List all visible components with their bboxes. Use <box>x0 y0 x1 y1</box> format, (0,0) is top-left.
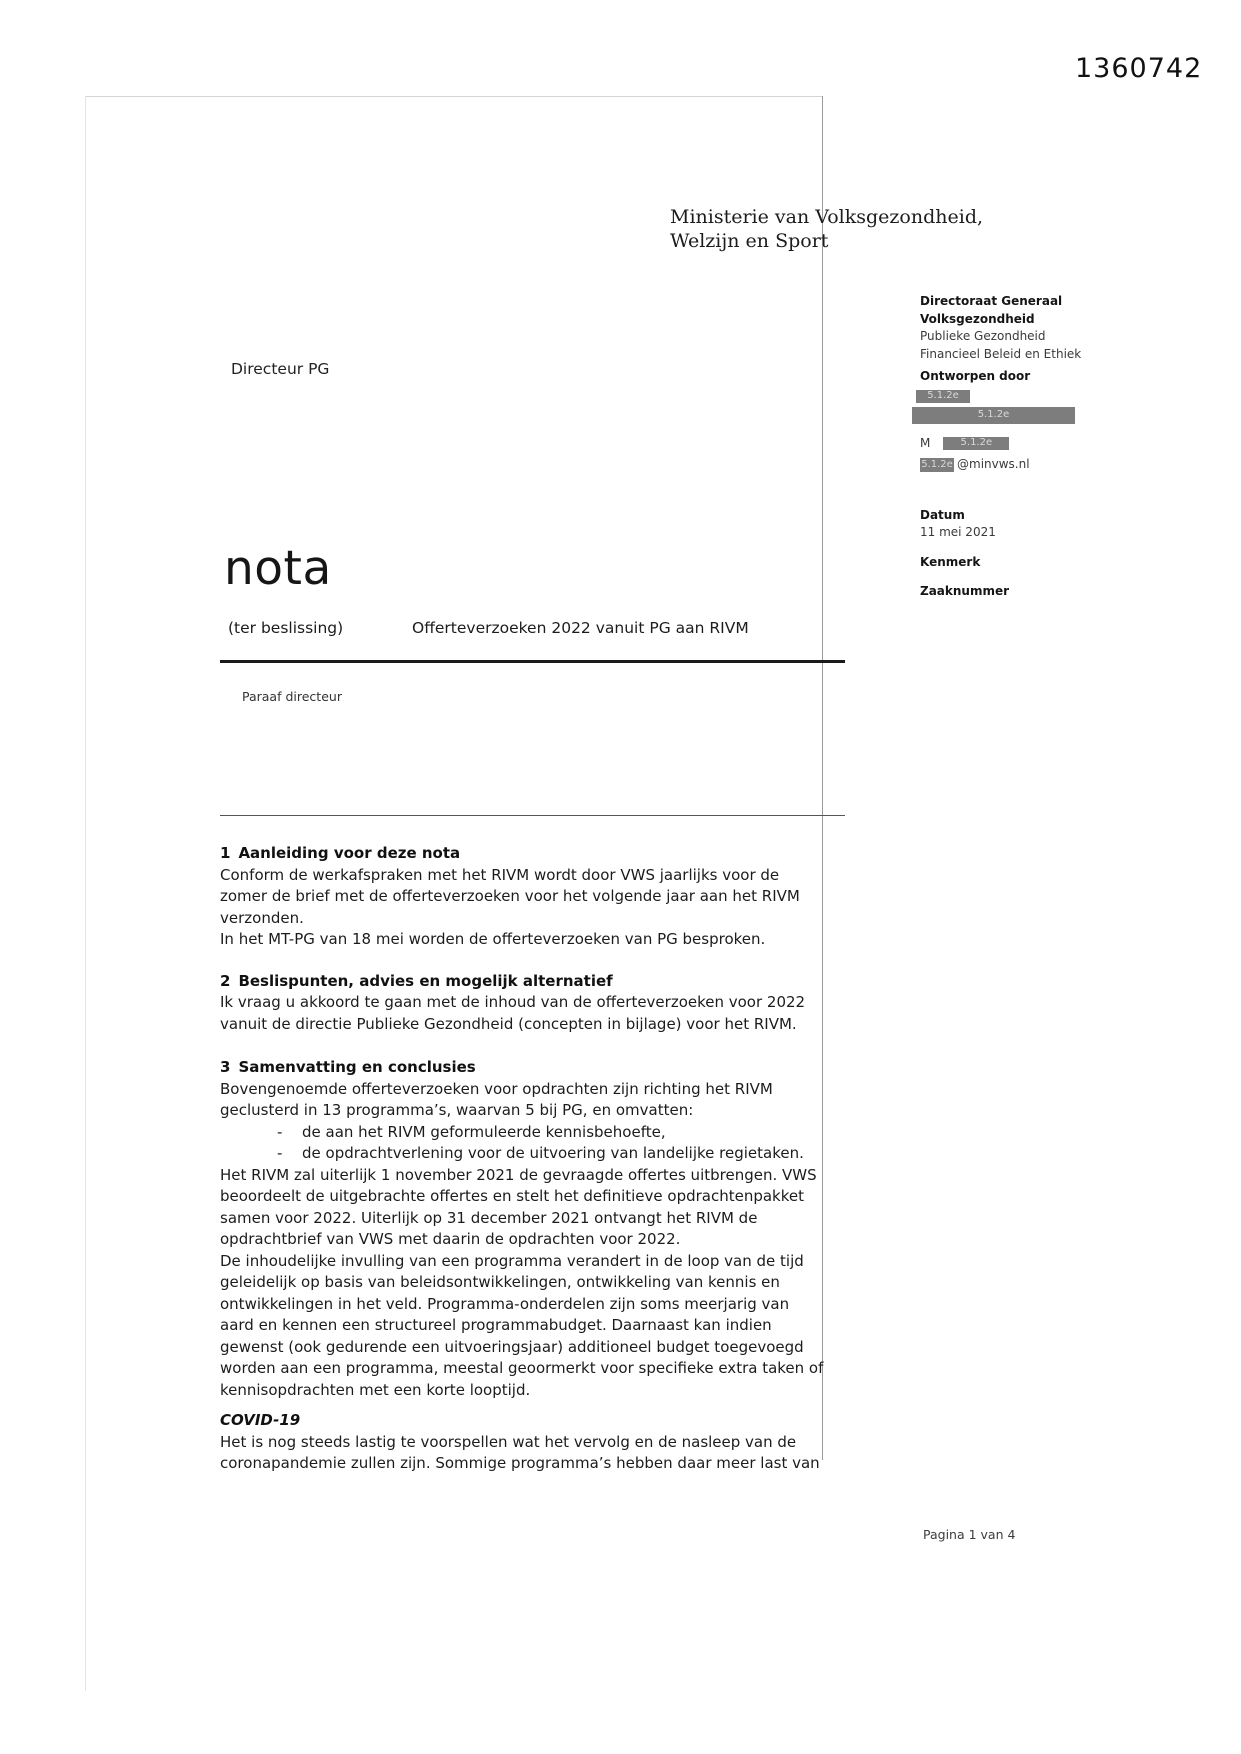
section-3-paragraph-2: Het RIVM zal uiterlijk 1 november 2021 de gevraagde offertes uitbrengen. VWS beoordeelt de uitgebrachte offertes en stelt het definitieve opdrachtenpakket samen voor 2022. Uiterlijk op 31 december 2021 ontvangt het RIVM de opdrachtbrief van VWS met daarin de opdrachten voor 2022. <box>220 1165 817 1248</box>
redaction-box-phone: 5.1.2e <box>943 437 1009 450</box>
case-number-label: Zaaknummer <box>920 584 1010 598</box>
bullet-text: de opdrachtverlening voor de uitvoering van landelijke regietaken. <box>302 1144 804 1162</box>
doc-number: 1360742 <box>1075 53 1203 84</box>
addressee: Directeur PG <box>231 360 330 378</box>
page-edge-top <box>85 96 823 97</box>
decision-label: (ter beslissing) <box>228 619 344 637</box>
phone-prefix: M <box>920 435 931 450</box>
section-2-heading <box>220 971 825 993</box>
section-1-paragraph-1: Conform de werkafspraken met het RIVM wordt door VWS jaarlijks voor de zomer de brief met de offerteverzoeken voor het volgende jaar aan het RIVM verzonden. <box>220 865 800 927</box>
section-3-intro: Bovengenoemde offerteverzoeken voor opdrachten zijn richting het RIVM geclusterd in 13 programma’s, waarvan 5 bij PG, en omvatten: <box>220 1079 773 1119</box>
redaction-box-email: 5.1.2e <box>921 458 953 470</box>
dash-icon: - <box>277 1122 283 1141</box>
document-body <box>220 843 825 1475</box>
section-3-title: Samenvatting en conclusies <box>238 1058 476 1076</box>
directorate-line2: Volksgezondheid <box>920 311 1035 326</box>
covid-heading: COVID-19 <box>220 1411 301 1429</box>
bullet-text: de aan het RIVM geformuleerde kennisbehoefte, <box>302 1122 666 1141</box>
email-row <box>920 456 1090 474</box>
ministry-name <box>670 205 983 253</box>
dash-icon: - <box>277 1144 283 1162</box>
section-2-title: Beslispunten, advies en mogelijk alternatief <box>238 971 613 990</box>
redaction-box-name-wide: 5.1.2e <box>912 407 1075 424</box>
section-3-paragraph-3: De inhoudelijke invulling van een programma verandert in de loop van de tijd geleidelijk op basis van beleidsontwikkelingen, ontwikkeling van kennis en ontwikkelingen in het veld. Programma-onderdelen zijn soms meerjarig van aard en kennen een structureel programmabudget. Daarnaast kan indien gewenst (ook gedurende een uitvoeringsjaar) additioneel budget toegevoegd worden aan een programma, meestal geoormerkt voor specifieke extra taken of kennisopdrachten met een korte looptijd. <box>220 1251 824 1399</box>
reference-label: Kenmerk <box>920 554 981 569</box>
directorate-line1: Directoraat Generaal <box>920 294 1063 308</box>
date-label: Datum <box>920 507 965 522</box>
department-line1: Publieke Gezondheid <box>920 329 1046 343</box>
section-2-number: 2 <box>220 971 231 990</box>
section-2-paragraph-1: Ik vraag u akkoord te gaan met de inhoud van de offerteverzoeken voor 2022 vanuit de directie Publieke Gezondheid (concepten in bijlage) voor het RIVM. <box>220 993 806 1033</box>
section-1-number: 1 <box>220 844 231 862</box>
page-edge-left <box>85 96 86 1691</box>
page-footer: Pagina 1 van 4 <box>923 1527 1016 1542</box>
date-value: 11 mei 2021 <box>920 525 996 539</box>
doc-type-title: nota <box>224 541 332 596</box>
subject-title: Offerteverzoeken 2022 vanuit PG aan RIVM <box>412 619 749 637</box>
designed-by-label: Ontworpen door <box>920 369 1031 383</box>
section-3-heading <box>220 1057 825 1079</box>
paraaf-label: Paraaf directeur <box>242 689 342 704</box>
section-3-number: 3 <box>220 1058 231 1076</box>
bullet-item <box>220 1122 825 1144</box>
department-line2: Financieel Beleid en Ethiek <box>920 346 1082 361</box>
title-rule <box>220 660 845 663</box>
ministry-name-line1: Ministerie van Volksgezondheid, <box>670 206 984 228</box>
divider-rule <box>220 815 845 816</box>
phone-row <box>920 435 1090 453</box>
section-1-paragraph-2: In het MT-PG van 18 mei worden de offerteverzoeken van PG besproken. <box>220 930 766 948</box>
ministry-name-line2: Welzijn en Sport <box>670 230 829 252</box>
redaction-box-name: 5.1.2e <box>916 390 970 403</box>
bullet-item <box>220 1143 825 1165</box>
covid-paragraph: Het is nog steeds lastig te voorspellen wat het vervolg en de nasleep van de coronapandemie zullen zijn. Sommige programma’s hebben daar meer last van <box>220 1432 820 1472</box>
email-domain: @minvws.nl <box>957 457 1030 471</box>
section-1-title: Aanleiding voor deze nota <box>238 844 461 862</box>
section-1-heading <box>220 843 825 865</box>
metadata-sidebar <box>920 293 1090 601</box>
